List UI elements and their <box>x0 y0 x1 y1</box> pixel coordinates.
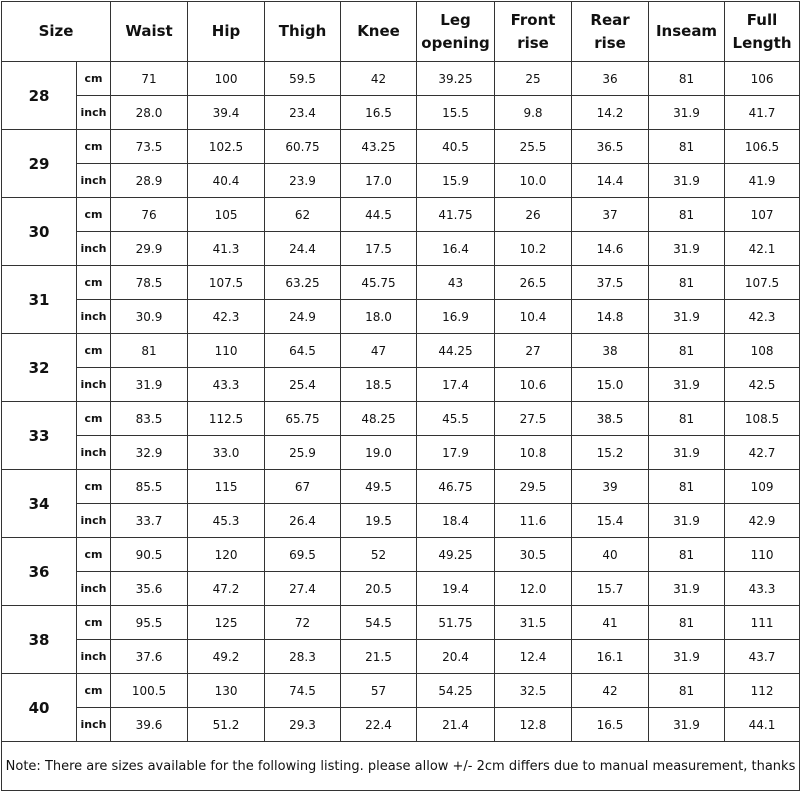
table-row <box>2 266 800 300</box>
measurement-cell: 62 <box>265 198 341 232</box>
unit-label: inch <box>77 232 111 266</box>
measurement-cell: 107 <box>725 198 800 232</box>
measurement-cell: 81 <box>649 62 725 96</box>
unit-label: inch <box>77 300 111 334</box>
measurement-cell: 25.4 <box>265 368 341 402</box>
measurement-cell: 16.4 <box>417 232 495 266</box>
measurement-cell: 76 <box>111 198 188 232</box>
measurement-cell: 81 <box>649 606 725 640</box>
size-chart-table <box>1 1 800 791</box>
measurement-cell: 95.5 <box>111 606 188 640</box>
measurement-cell: 14.2 <box>572 96 649 130</box>
measurement-cell: 20.4 <box>417 640 495 674</box>
measurement-cell: 33.7 <box>111 504 188 538</box>
measurement-cell: 64.5 <box>265 334 341 368</box>
measurement-cell: 81 <box>649 674 725 708</box>
table-row <box>2 708 800 742</box>
measurement-cell: 12.0 <box>495 572 572 606</box>
measurement-cell: 12.8 <box>495 708 572 742</box>
measurement-cell: 41.7 <box>725 96 800 130</box>
measurement-cell: 31.9 <box>649 368 725 402</box>
measurement-cell: 21.4 <box>417 708 495 742</box>
measurement-cell: 81 <box>649 198 725 232</box>
measurement-cell: 67 <box>265 470 341 504</box>
measurement-cell: 36.5 <box>572 130 649 164</box>
measurement-cell: 17.0 <box>341 164 417 198</box>
measurement-cell: 107.5 <box>188 266 265 300</box>
measurement-cell: 81 <box>649 538 725 572</box>
measurement-cell: 47.2 <box>188 572 265 606</box>
measurement-cell: 23.4 <box>265 96 341 130</box>
header-inseam: Inseam <box>649 2 725 62</box>
measurement-cell: 110 <box>188 334 265 368</box>
measurement-cell: 14.8 <box>572 300 649 334</box>
measurement-cell: 25.9 <box>265 436 341 470</box>
measurement-cell: 43.25 <box>341 130 417 164</box>
unit-label: inch <box>77 436 111 470</box>
measurement-cell: 27.5 <box>495 402 572 436</box>
measurement-cell: 38 <box>572 334 649 368</box>
measurement-cell: 40.4 <box>188 164 265 198</box>
measurement-cell: 100.5 <box>111 674 188 708</box>
measurement-cell: 108.5 <box>725 402 800 436</box>
size-label: 28 <box>2 62 77 130</box>
measurement-cell: 37.6 <box>111 640 188 674</box>
table-row <box>2 334 800 368</box>
measurement-cell: 41.9 <box>725 164 800 198</box>
unit-label: cm <box>77 674 111 708</box>
measurement-cell: 31.9 <box>111 368 188 402</box>
measurement-cell: 42 <box>341 62 417 96</box>
measurement-cell: 43.7 <box>725 640 800 674</box>
size-label: 31 <box>2 266 77 334</box>
measurement-cell: 41.75 <box>417 198 495 232</box>
measurement-cell: 44.1 <box>725 708 800 742</box>
measurement-cell: 26 <box>495 198 572 232</box>
chart-body <box>2 62 800 742</box>
measurement-cell: 73.5 <box>111 130 188 164</box>
unit-label: inch <box>77 164 111 198</box>
measurement-cell: 31.9 <box>649 708 725 742</box>
measurement-cell: 45.5 <box>417 402 495 436</box>
unit-label: inch <box>77 640 111 674</box>
measurement-cell: 42 <box>572 674 649 708</box>
measurement-cell: 39.4 <box>188 96 265 130</box>
measurement-cell: 19.4 <box>417 572 495 606</box>
header-waist: Waist <box>111 2 188 62</box>
measurement-cell: 21.5 <box>341 640 417 674</box>
measurement-cell: 74.5 <box>265 674 341 708</box>
measurement-cell: 31.9 <box>649 504 725 538</box>
measurement-cell: 44.25 <box>417 334 495 368</box>
measurement-cell: 43.3 <box>725 572 800 606</box>
measurement-cell: 22.4 <box>341 708 417 742</box>
size-label: 32 <box>2 334 77 402</box>
measurement-cell: 42.1 <box>725 232 800 266</box>
unit-label: inch <box>77 96 111 130</box>
size-label: 29 <box>2 130 77 198</box>
measurement-cell: 120 <box>188 538 265 572</box>
measurement-cell: 14.6 <box>572 232 649 266</box>
measurement-cell: 14.4 <box>572 164 649 198</box>
measurement-cell: 41 <box>572 606 649 640</box>
measurement-cell: 31.9 <box>649 640 725 674</box>
header-size: Size <box>2 2 111 62</box>
measurement-cell: 17.9 <box>417 436 495 470</box>
measurement-cell: 47 <box>341 334 417 368</box>
measurement-cell: 27 <box>495 334 572 368</box>
measurement-cell: 51.75 <box>417 606 495 640</box>
measurement-cell: 37 <box>572 198 649 232</box>
measurement-cell: 85.5 <box>111 470 188 504</box>
measurement-cell: 45.3 <box>188 504 265 538</box>
measurement-cell: 17.4 <box>417 368 495 402</box>
measurement-cell: 102.5 <box>188 130 265 164</box>
measurement-cell: 29.3 <box>265 708 341 742</box>
measurement-cell: 29.5 <box>495 470 572 504</box>
table-row <box>2 232 800 266</box>
measurement-cell: 11.6 <box>495 504 572 538</box>
measurement-cell: 40.5 <box>417 130 495 164</box>
measurement-cell: 33.0 <box>188 436 265 470</box>
measurement-cell: 100 <box>188 62 265 96</box>
measurement-cell: 29.9 <box>111 232 188 266</box>
table-row <box>2 572 800 606</box>
size-label: 36 <box>2 538 77 606</box>
measurement-cell: 81 <box>649 266 725 300</box>
measurement-cell: 15.9 <box>417 164 495 198</box>
measurement-cell: 37.5 <box>572 266 649 300</box>
measurement-cell: 81 <box>111 334 188 368</box>
measurement-cell: 39.6 <box>111 708 188 742</box>
measurement-cell: 18.0 <box>341 300 417 334</box>
measurement-cell: 31.5 <box>495 606 572 640</box>
header-hip: Hip <box>188 2 265 62</box>
measurement-cell: 17.5 <box>341 232 417 266</box>
measurement-cell: 106 <box>725 62 800 96</box>
measurement-cell: 10.6 <box>495 368 572 402</box>
measurement-cell: 18.4 <box>417 504 495 538</box>
measurement-cell: 31.9 <box>649 572 725 606</box>
table-row <box>2 640 800 674</box>
unit-label: cm <box>77 334 111 368</box>
unit-label: inch <box>77 504 111 538</box>
measurement-cell: 42.5 <box>725 368 800 402</box>
measurement-cell: 57 <box>341 674 417 708</box>
measurement-cell: 25.5 <box>495 130 572 164</box>
header-leg-opening: Leg opening <box>417 2 495 62</box>
table-row <box>2 130 800 164</box>
measurement-cell: 112 <box>725 674 800 708</box>
size-label: 40 <box>2 674 77 742</box>
measurement-cell: 15.0 <box>572 368 649 402</box>
measurement-cell: 90.5 <box>111 538 188 572</box>
table-row <box>2 368 800 402</box>
measurement-cell: 15.7 <box>572 572 649 606</box>
measurement-cell: 42.9 <box>725 504 800 538</box>
measurement-cell: 24.4 <box>265 232 341 266</box>
measurement-cell: 49.5 <box>341 470 417 504</box>
measurement-cell: 72 <box>265 606 341 640</box>
measurement-cell: 43 <box>417 266 495 300</box>
measurement-cell: 28.0 <box>111 96 188 130</box>
measurement-cell: 109 <box>725 470 800 504</box>
measurement-cell: 28.9 <box>111 164 188 198</box>
table-row <box>2 164 800 198</box>
measurement-cell: 30.9 <box>111 300 188 334</box>
size-label: 34 <box>2 470 77 538</box>
measurement-cell: 32.5 <box>495 674 572 708</box>
measurement-cell: 112.5 <box>188 402 265 436</box>
measurement-cell: 27.4 <box>265 572 341 606</box>
table-row <box>2 504 800 538</box>
unit-label: cm <box>77 402 111 436</box>
measurement-cell: 23.9 <box>265 164 341 198</box>
measurement-cell: 19.5 <box>341 504 417 538</box>
measurement-cell: 36 <box>572 62 649 96</box>
note-text: Note: There are sizes available for the following listing. please allow +/- 2cm differs due to manual measurement, thanks <box>2 742 800 791</box>
measurement-cell: 18.5 <box>341 368 417 402</box>
measurement-cell: 16.5 <box>341 96 417 130</box>
measurement-cell: 35.6 <box>111 572 188 606</box>
unit-label: cm <box>77 606 111 640</box>
measurement-cell: 81 <box>649 334 725 368</box>
unit-label: cm <box>77 198 111 232</box>
measurement-cell: 26.4 <box>265 504 341 538</box>
measurement-cell: 81 <box>649 130 725 164</box>
measurement-cell: 10.4 <box>495 300 572 334</box>
measurement-cell: 130 <box>188 674 265 708</box>
measurement-cell: 42.3 <box>188 300 265 334</box>
unit-label: cm <box>77 470 111 504</box>
measurement-cell: 28.3 <box>265 640 341 674</box>
measurement-cell: 16.9 <box>417 300 495 334</box>
table-row <box>2 436 800 470</box>
unit-label: inch <box>77 708 111 742</box>
header-rear-rise: Rear rise <box>572 2 649 62</box>
measurement-cell: 16.5 <box>572 708 649 742</box>
size-label: 33 <box>2 402 77 470</box>
measurement-cell: 71 <box>111 62 188 96</box>
measurement-cell: 108 <box>725 334 800 368</box>
measurement-cell: 48.25 <box>341 402 417 436</box>
table-row <box>2 674 800 708</box>
measurement-cell: 42.7 <box>725 436 800 470</box>
measurement-cell: 19.0 <box>341 436 417 470</box>
measurement-cell: 39 <box>572 470 649 504</box>
measurement-cell: 45.75 <box>341 266 417 300</box>
measurement-cell: 42.3 <box>725 300 800 334</box>
measurement-cell: 110 <box>725 538 800 572</box>
header-knee: Knee <box>341 2 417 62</box>
unit-label: cm <box>77 62 111 96</box>
header-full-length: Full Length <box>725 2 800 62</box>
table-row <box>2 606 800 640</box>
size-label: 30 <box>2 198 77 266</box>
measurement-cell: 43.3 <box>188 368 265 402</box>
measurement-cell: 10.8 <box>495 436 572 470</box>
measurement-cell: 81 <box>649 402 725 436</box>
measurement-cell: 125 <box>188 606 265 640</box>
measurement-cell: 31.9 <box>649 96 725 130</box>
table-row <box>2 96 800 130</box>
measurement-cell: 105 <box>188 198 265 232</box>
measurement-cell: 65.75 <box>265 402 341 436</box>
table-row <box>2 198 800 232</box>
measurement-cell: 31.9 <box>649 436 725 470</box>
measurement-cell: 24.9 <box>265 300 341 334</box>
measurement-cell: 10.0 <box>495 164 572 198</box>
measurement-cell: 46.75 <box>417 470 495 504</box>
measurement-cell: 60.75 <box>265 130 341 164</box>
measurement-cell: 26.5 <box>495 266 572 300</box>
header-row <box>2 2 800 62</box>
measurement-cell: 78.5 <box>111 266 188 300</box>
measurement-cell: 59.5 <box>265 62 341 96</box>
unit-label: cm <box>77 538 111 572</box>
measurement-cell: 49.2 <box>188 640 265 674</box>
measurement-cell: 83.5 <box>111 402 188 436</box>
table-row <box>2 402 800 436</box>
measurement-cell: 51.2 <box>188 708 265 742</box>
measurement-cell: 31.9 <box>649 300 725 334</box>
header-front-rise: Front rise <box>495 2 572 62</box>
measurement-cell: 39.25 <box>417 62 495 96</box>
measurement-cell: 10.2 <box>495 232 572 266</box>
measurement-cell: 69.5 <box>265 538 341 572</box>
unit-label: cm <box>77 266 111 300</box>
measurement-cell: 31.9 <box>649 164 725 198</box>
measurement-cell: 20.5 <box>341 572 417 606</box>
measurement-cell: 25 <box>495 62 572 96</box>
size-label: 38 <box>2 606 77 674</box>
measurement-cell: 63.25 <box>265 266 341 300</box>
measurement-cell: 111 <box>725 606 800 640</box>
measurement-cell: 115 <box>188 470 265 504</box>
measurement-cell: 107.5 <box>725 266 800 300</box>
table-row <box>2 470 800 504</box>
table-row <box>2 62 800 96</box>
measurement-cell: 32.9 <box>111 436 188 470</box>
measurement-cell: 41.3 <box>188 232 265 266</box>
measurement-cell: 54.5 <box>341 606 417 640</box>
measurement-cell: 106.5 <box>725 130 800 164</box>
measurement-cell: 15.4 <box>572 504 649 538</box>
header-thigh: Thigh <box>265 2 341 62</box>
table-row <box>2 538 800 572</box>
measurement-cell: 38.5 <box>572 402 649 436</box>
measurement-cell: 44.5 <box>341 198 417 232</box>
measurement-cell: 15.2 <box>572 436 649 470</box>
measurement-cell: 12.4 <box>495 640 572 674</box>
note-row <box>2 742 800 791</box>
measurement-cell: 9.8 <box>495 96 572 130</box>
measurement-cell: 16.1 <box>572 640 649 674</box>
unit-label: inch <box>77 572 111 606</box>
unit-label: inch <box>77 368 111 402</box>
measurement-cell: 15.5 <box>417 96 495 130</box>
measurement-cell: 49.25 <box>417 538 495 572</box>
measurement-cell: 30.5 <box>495 538 572 572</box>
measurement-cell: 54.25 <box>417 674 495 708</box>
measurement-cell: 40 <box>572 538 649 572</box>
measurement-cell: 52 <box>341 538 417 572</box>
unit-label: cm <box>77 130 111 164</box>
table-row <box>2 300 800 334</box>
measurement-cell: 31.9 <box>649 232 725 266</box>
measurement-cell: 81 <box>649 470 725 504</box>
